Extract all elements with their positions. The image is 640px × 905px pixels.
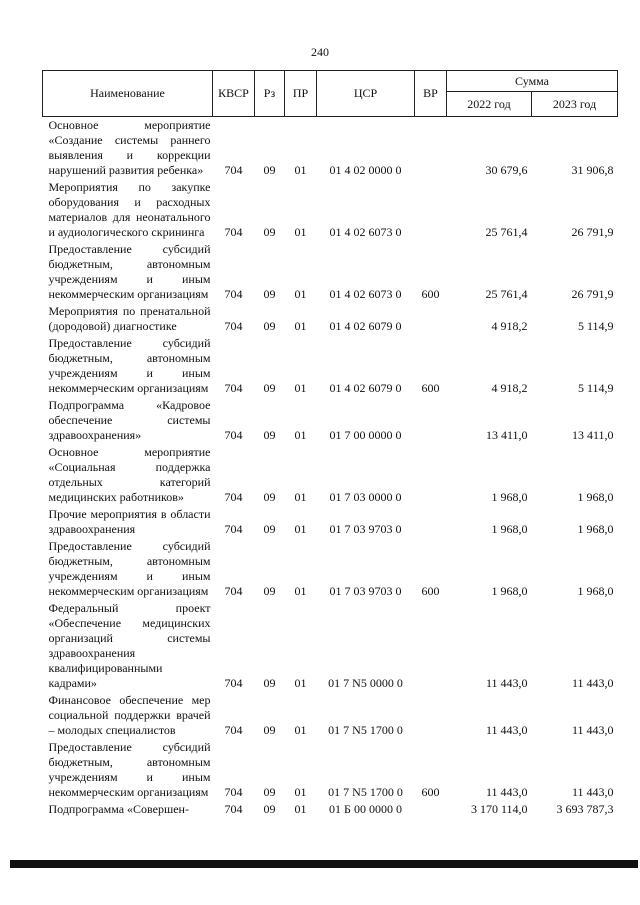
table-row — [43, 801, 618, 818]
cell-y2022: 3 170 114,0 — [470, 802, 528, 816]
cell-csr: 01 4 02 6079 0 — [329, 381, 402, 395]
cell-vr — [415, 506, 447, 538]
cell-csr: 01 4 02 6073 0 — [329, 225, 402, 239]
cell-y2023: 1 968,0 — [577, 522, 614, 536]
cell-kvsr: 704 — [224, 225, 243, 239]
cell-kvsr: 704 — [224, 676, 243, 690]
cell-pr: 01 — [294, 490, 307, 504]
cell-rz: 09 — [263, 381, 276, 395]
cell-y2023: 11 443,0 — [571, 723, 614, 737]
cell-name: Основное мероприятие «Социальная поддержка отдельных категорий медицинских работников» — [48, 445, 211, 504]
cell-y2022: 11 443,0 — [485, 676, 528, 690]
cell-pr: 01 — [294, 723, 307, 737]
table-row — [43, 303, 618, 335]
cell-y2022: 25 761,4 — [485, 225, 528, 239]
cell-y2023: 11 443,0 — [571, 785, 614, 799]
cell-vr — [415, 117, 447, 180]
cell-csr: 01 4 02 0000 0 — [329, 163, 402, 177]
cell-vr: 600 — [421, 287, 440, 301]
cell-rz: 09 — [263, 319, 276, 333]
cell-y2022: 1 968,0 — [491, 584, 528, 598]
cell-rz: 09 — [263, 676, 276, 690]
cell-rz: 09 — [263, 802, 276, 816]
cell-rz: 09 — [263, 163, 276, 177]
header-pr: ПР — [285, 71, 317, 117]
cell-name: Предоставление субсидий бюджетным, автономным учреждениям и иным некоммерческим организациям — [48, 336, 211, 395]
cell-kvsr: 704 — [224, 319, 243, 333]
cell-y2022: 11 443,0 — [485, 723, 528, 737]
cell-pr: 01 — [294, 522, 307, 536]
cell-pr: 01 — [294, 225, 307, 239]
cell-y2023: 11 443,0 — [571, 676, 614, 690]
table-row — [43, 739, 618, 801]
cell-vr — [415, 303, 447, 335]
scan-edge-bar — [10, 860, 638, 868]
cell-name: Основное мероприятие «Создание системы раннего выявления и коррекции нарушений развития ребенка» — [48, 118, 211, 177]
budget-table — [42, 70, 618, 818]
cell-rz: 09 — [263, 785, 276, 799]
cell-csr: 01 7 N5 1700 0 — [328, 785, 403, 799]
cell-csr: 01 4 02 6073 0 — [329, 287, 402, 301]
cell-csr: 01 7 N5 0000 0 — [328, 676, 403, 690]
cell-y2023: 1 968,0 — [577, 490, 614, 504]
cell-name: Подпрограмма «Кадровое обеспечение системы здравоохранения» — [48, 398, 211, 442]
header-csr: ЦСР — [317, 71, 415, 117]
cell-y2023: 5 114,9 — [577, 381, 614, 395]
cell-csr: 01 7 00 0000 0 — [329, 428, 402, 442]
header-rz: Рз — [255, 71, 285, 117]
cell-name: Федеральный проект «Обеспечение медицинских организаций системы здравоохранения квалифицированными кадрами» — [48, 601, 211, 690]
cell-rz: 09 — [263, 522, 276, 536]
cell-kvsr: 704 — [224, 381, 243, 395]
cell-name: Предоставление субсидий бюджетным, автономным учреждениям и иным некоммерческим организациям — [48, 539, 211, 598]
cell-y2022: 25 761,4 — [485, 287, 528, 301]
cell-rz: 09 — [263, 490, 276, 504]
cell-rz: 09 — [263, 428, 276, 442]
cell-rz: 09 — [263, 723, 276, 737]
cell-y2022: 11 443,0 — [485, 785, 528, 799]
cell-vr — [415, 397, 447, 444]
cell-y2023: 5 114,9 — [577, 319, 614, 333]
cell-name: Прочие мероприятия в области здравоохранения — [48, 507, 211, 536]
cell-kvsr: 704 — [224, 163, 243, 177]
cell-csr: 01 7 03 0000 0 — [329, 490, 402, 504]
cell-y2023: 3 693 787,3 — [556, 802, 614, 816]
header-year-2022: 2022 год — [447, 92, 532, 117]
cell-kvsr: 704 — [224, 287, 243, 301]
cell-pr: 01 — [294, 676, 307, 690]
cell-y2023: 1 968,0 — [577, 584, 614, 598]
cell-vr — [415, 179, 447, 241]
cell-vr: 600 — [421, 584, 440, 598]
cell-vr: 600 — [421, 381, 440, 395]
table-header — [43, 71, 618, 117]
cell-pr: 01 — [294, 381, 307, 395]
cell-y2022: 30 679,6 — [485, 163, 528, 177]
table-body — [43, 117, 618, 819]
cell-kvsr: 704 — [224, 723, 243, 737]
page-number: 240 — [311, 45, 329, 59]
cell-kvsr: 704 — [224, 584, 243, 598]
cell-vr — [415, 600, 447, 692]
cell-y2022: 4 918,2 — [491, 381, 528, 395]
cell-vr — [415, 444, 447, 506]
cell-name: Мероприятия по закупке оборудования и расходных материалов для неонатального и аудиологического скрининга — [48, 180, 211, 239]
cell-y2022: 4 918,2 — [491, 319, 528, 333]
table-row — [43, 600, 618, 692]
cell-pr: 01 — [294, 319, 307, 333]
cell-pr: 01 — [294, 428, 307, 442]
cell-y2023: 13 411,0 — [571, 428, 614, 442]
cell-vr — [415, 801, 447, 818]
cell-pr: 01 — [294, 584, 307, 598]
table-row — [43, 444, 618, 506]
cell-name: Мероприятия по пренатальной (дородовой) диагностике — [48, 304, 211, 333]
table-row — [43, 179, 618, 241]
cell-csr: 01 4 02 6079 0 — [329, 319, 402, 333]
cell-csr: 01 7 03 9703 0 — [329, 584, 402, 598]
table-row — [43, 117, 618, 180]
table-row — [43, 241, 618, 303]
cell-csr: 01 7 03 9703 0 — [329, 522, 402, 536]
cell-kvsr: 704 — [224, 490, 243, 504]
header-kvsr: КВСР — [213, 71, 255, 117]
cell-name: Подпрограмма «Совершен- — [48, 802, 189, 816]
cell-y2023: 26 791,9 — [571, 225, 614, 239]
header-vr: ВР — [415, 71, 447, 117]
cell-name: Предоставление субсидий бюджетным, автономным учреждениям и иным некоммерческим организациям — [48, 242, 211, 301]
table-row — [43, 692, 618, 739]
header-name: Наименование — [43, 71, 213, 117]
cell-name: Предоставление субсидий бюджетным, автономным учреждениям и иным некоммерческим организациям — [48, 740, 211, 799]
cell-vr — [415, 692, 447, 739]
cell-pr: 01 — [294, 287, 307, 301]
cell-pr: 01 — [294, 163, 307, 177]
cell-pr: 01 — [294, 785, 307, 799]
cell-csr: 01 Б 00 0000 0 — [329, 802, 402, 816]
header-sum: Сумма — [447, 71, 618, 92]
cell-kvsr: 704 — [224, 522, 243, 536]
cell-y2022: 1 968,0 — [491, 522, 528, 536]
cell-y2023: 26 791,9 — [571, 287, 614, 301]
table-row — [43, 397, 618, 444]
cell-rz: 09 — [263, 584, 276, 598]
cell-pr: 01 — [294, 802, 307, 816]
cell-y2022: 13 411,0 — [485, 428, 528, 442]
cell-kvsr: 704 — [224, 802, 243, 816]
cell-name: Финансовое обеспечение мер социальной поддержки врачей – молодых специалистов — [48, 693, 211, 737]
cell-kvsr: 704 — [224, 428, 243, 442]
cell-rz: 09 — [263, 225, 276, 239]
cell-y2023: 31 906,8 — [571, 163, 614, 177]
cell-kvsr: 704 — [224, 785, 243, 799]
table-row — [43, 538, 618, 600]
cell-csr: 01 7 N5 1700 0 — [328, 723, 403, 737]
table-row — [43, 335, 618, 397]
cell-vr: 600 — [421, 785, 440, 799]
header-year-2023: 2023 год — [532, 92, 618, 117]
cell-y2022: 1 968,0 — [491, 490, 528, 504]
cell-rz: 09 — [263, 287, 276, 301]
table-row — [43, 506, 618, 538]
